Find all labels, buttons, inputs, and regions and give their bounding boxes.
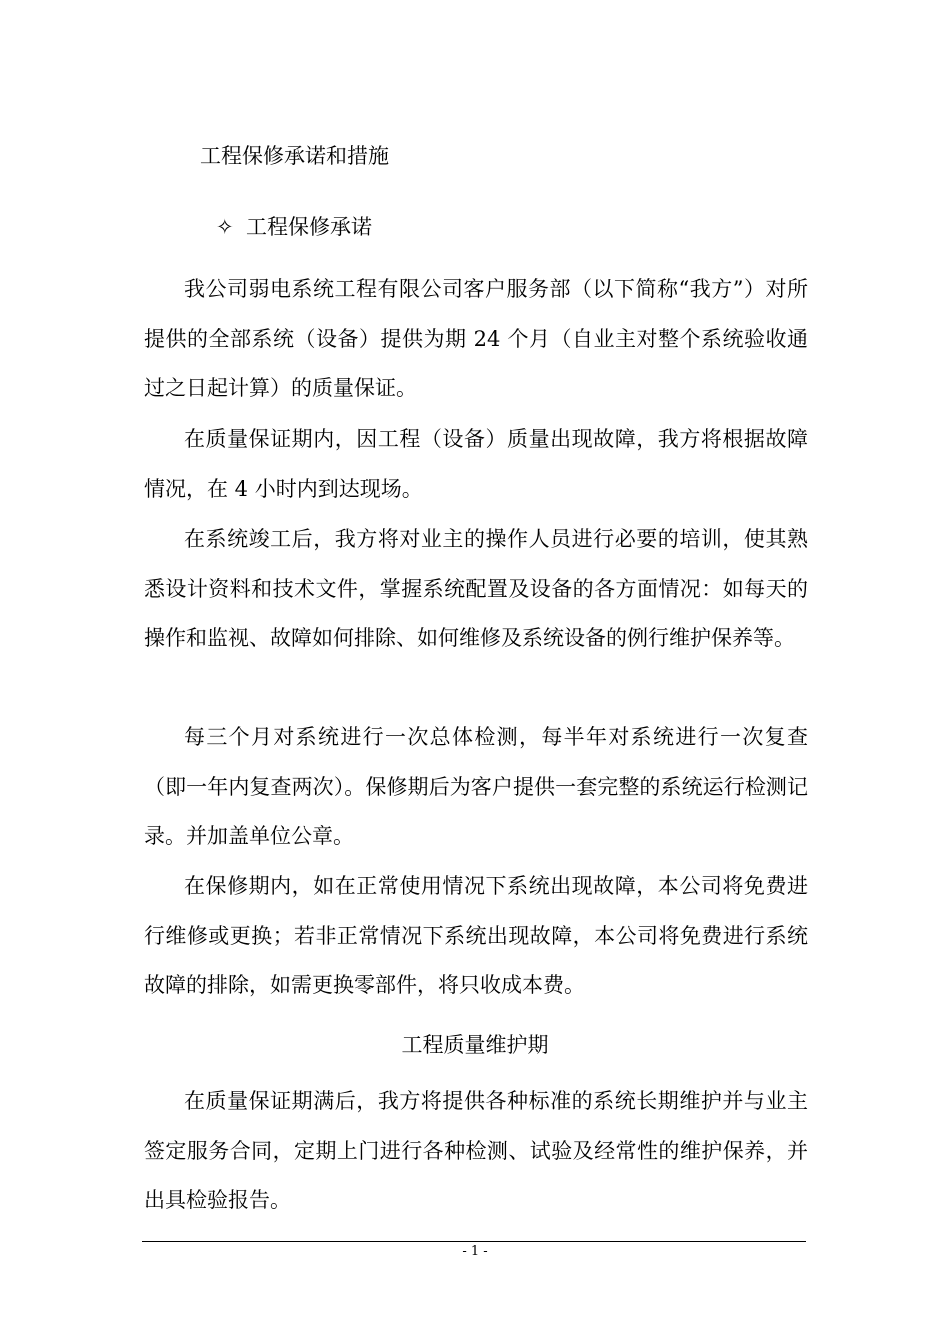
footer-divider (142, 1241, 806, 1242)
paragraph-long-term-maintenance: 在质量保证期满后，我方将提供各种标准的系统长期维护并与业主签定服务合同，定期上门进行各种检测、试验及经常性的维护保养，并出具检验报告。 (144, 1089, 808, 1212)
paragraph-repair: 在保修期内，如在正常使用情况下系统出现故障，本公司将免费进行维修或更换；若非正常情况下系统出现故障，本公司将免费进行系统故障的排除，如需更换零部件，将只收成本费。 (144, 874, 808, 997)
paragraph-response-time: 在质量保证期内，因工程（设备）质量出现故障，我方将根据故障情况，在 4 小时内到达现场。 (144, 427, 808, 501)
paragraph-warranty-period: 我公司弱电系统工程有限公司客户服务部（以下简称“我方”）对所提供的全部系统（设备）提供为期 24 个月（自业主对整个系统验收通过之日起计算）的质量保证。 (144, 277, 808, 400)
paragraph-inspection: 每三个月对系统进行一次总体检测，每半年对系统进行一次复查（即一年内复查两次）。保修期后为客户提供一套完整的系统运行检测记录。并加盖单位公章。 (144, 725, 808, 848)
diamond-bullet-icon: ✧ (216, 215, 234, 239)
section-heading-text: 工程保修承诺 (246, 215, 372, 239)
paragraph-training: 在系统竣工后，我方将对业主的操作人员进行必要的培训，使其熟悉设计资料和技术文件，掌握系统配置及设备的各方面情况：如每天的操作和监视、故障如何排除、如何维修及系统设备的例行维护保养等。 (144, 527, 808, 650)
maintenance-subtitle: 工程质量维护期 (401, 1033, 549, 1057)
section-heading (216, 213, 372, 241)
page-number: - 1 - (462, 1244, 488, 1259)
document-title: 工程保修承诺和措施 (200, 144, 389, 168)
